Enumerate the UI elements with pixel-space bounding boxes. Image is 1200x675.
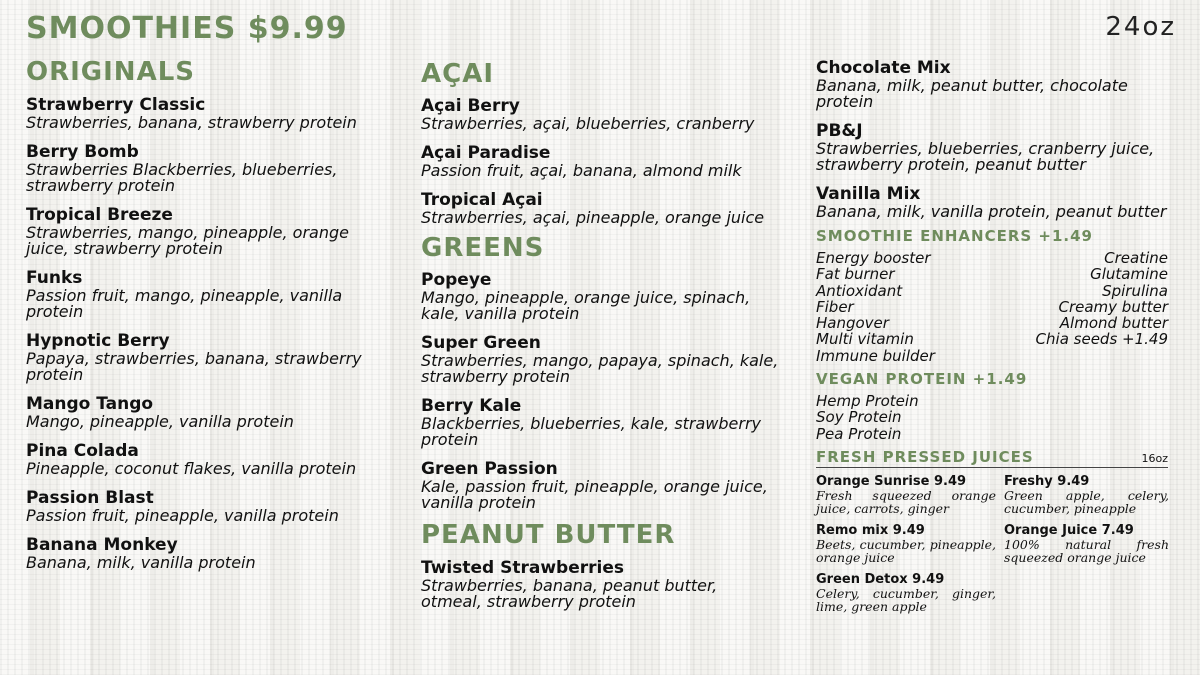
menu-item-description: Mango, pineapple, vanilla protein: [26, 412, 294, 431]
menu-item-name: Passion Blast: [26, 488, 154, 508]
menu-item: [421, 333, 781, 385]
middle-column: [421, 61, 781, 621]
originals-heading: ORIGINALS: [26, 57, 195, 87]
menu-item: [26, 488, 396, 524]
menu-item-name: Chocolate Mix: [816, 58, 951, 78]
enhancer-option: Energy booster: [816, 249, 931, 267]
menu-item-name: Tropical Açai: [421, 190, 543, 210]
menu-item: [1004, 474, 1169, 515]
menu-title: SMOOTHIES $9.99: [26, 11, 348, 46]
menu-item: [816, 572, 996, 613]
menu-item-description: Celery, cucumber, ginger, lime, green apple: [816, 585, 996, 614]
menu-item-name: Tropical Breeze: [26, 205, 173, 225]
menu-item: [421, 96, 781, 132]
menu-item-description: Strawberries, açai, pineapple, orange juice: [421, 208, 765, 227]
juices-list: [816, 474, 1168, 613]
cup-size-label: 24oz: [1105, 12, 1176, 42]
enhancer-option: Chia seeds +1.49: [1035, 330, 1168, 349]
peanut-butter-heading: PEANUT BUTTER: [421, 520, 676, 550]
menu-item-name: Freshy 9.49: [1004, 473, 1090, 489]
menu-item-description: Strawberries, açai, blueberries, cranberry: [421, 114, 755, 133]
vegan-protein-option: Hemp Protein: [816, 392, 919, 411]
menu-item-description: Strawberries, mango, pineapple, orange juice, strawberry protein: [26, 223, 349, 258]
vegan-protein-option: Pea Protein: [816, 424, 902, 443]
enhancer-option: Immune builder: [816, 346, 935, 365]
menu-item: [1004, 523, 1169, 564]
right-column: [816, 58, 1168, 613]
enhancer-option: Multi vitamin: [816, 330, 914, 349]
menu-item-description: Strawberries, blueberries, cranberry juice, strawberry protein, peanut butter: [816, 139, 1155, 174]
juices-header: [816, 447, 1168, 468]
menu-item-description: Beets, cucumber, pineapple, orange juice: [816, 536, 996, 565]
menu-item-name: Pina Colada: [26, 441, 139, 461]
menu-item-name: Açai Paradise: [421, 143, 551, 163]
menu-item-description: 100% natural fresh squeezed orange juice: [1004, 536, 1169, 565]
greens-heading: GREENS: [421, 233, 545, 263]
menu-item-description: Pineapple, coconut flakes, vanilla protein: [26, 459, 357, 478]
menu-item-name: Remo mix 9.49: [816, 522, 925, 538]
menu-item-name: PB&J: [816, 121, 863, 141]
menu-item-name: Banana Monkey: [26, 535, 178, 555]
juices-heading: FRESH PRESSED JUICES: [816, 447, 1034, 466]
menu-item-description: Blackberries, blueberries, kale, strawberry protein: [421, 414, 762, 449]
peanut-butter-list: [421, 558, 781, 610]
vegan-protein-list: [816, 393, 1168, 442]
enhancer-option: Hangover: [816, 314, 889, 333]
menu-item-description: Strawberries, mango, papaya, spinach, kale, strawberry protein: [421, 351, 779, 386]
menu-item-name: Hypnotic Berry: [26, 331, 170, 351]
menu-item: [26, 394, 396, 430]
menu-item: [421, 396, 781, 448]
menu-item: [421, 459, 781, 511]
enhancer-option: Fat burner: [816, 265, 895, 284]
menu-item-description: Kale, passion fruit, pineapple, orange juice, vanilla protein: [421, 477, 768, 512]
menu-item-name: Funks: [26, 268, 83, 288]
enhancer-option: Almond butter: [1059, 314, 1168, 333]
menu-item-name: Orange Sunrise 9.49: [816, 473, 967, 489]
menu-item: [421, 190, 781, 226]
menu-item: [26, 331, 396, 383]
juice-size-label: 16oz: [1141, 451, 1168, 465]
menu-item-name: Açai Berry: [421, 96, 520, 116]
vegan-protein-option: Soy Protein: [816, 408, 902, 427]
menu-item: [26, 142, 396, 194]
menu-item-name: Berry Kale: [421, 396, 522, 416]
originals-list: [26, 95, 396, 571]
enhancer-option: Spirulina: [1102, 281, 1168, 300]
menu-item-description: Passion fruit, pineapple, vanilla protein: [26, 506, 339, 525]
menu-item-description: Strawberries, banana, strawberry protein: [26, 113, 357, 132]
enhancer-option: Glutamine: [1090, 265, 1168, 284]
acai-list: [421, 96, 781, 226]
menu-item-description: Green apple, celery, cucumber, pineapple: [1004, 487, 1169, 516]
menu-item: [816, 184, 1168, 220]
enhancer-option: Creatine: [1104, 249, 1168, 267]
menu-item-description: Banana, milk, peanut butter, chocolate protein: [816, 76, 1128, 111]
menu-item-description: Passion fruit, açai, banana, almond milk: [421, 161, 742, 180]
menu-item-name: Twisted Strawberries: [421, 558, 624, 578]
menu-item-description: Banana, milk, vanilla protein, peanut butter: [816, 202, 1167, 221]
menu-item-name: Super Green: [421, 333, 541, 353]
menu-item: [421, 558, 781, 610]
menu-item: [421, 270, 781, 322]
enhancer-option: Fiber: [816, 297, 854, 316]
menu-item: [26, 441, 396, 477]
menu-item: [26, 95, 396, 131]
menu-item-name: Popeye: [421, 270, 492, 290]
menu-item-name: Orange Juice 7.49: [1004, 522, 1134, 538]
menu-item-description: Fresh squeezed orange juice, carrots, ginger: [816, 487, 996, 516]
originals-column: [26, 59, 396, 582]
menu-item-description: Mango, pineapple, orange juice, spinach, kale, vanilla protein: [421, 288, 751, 323]
menu-item-description: Papaya, strawberries, banana, strawberry protein: [26, 349, 362, 384]
peanut-butter-cont-list: [816, 58, 1168, 220]
menu-item-name: Green Passion: [421, 459, 558, 479]
enhancer-option: Creamy butter: [1058, 297, 1168, 316]
menu-item: [26, 205, 396, 257]
menu-item: [816, 523, 996, 564]
menu-item: [421, 143, 781, 179]
greens-list: [421, 270, 781, 511]
vegan-protein-heading: VEGAN PROTEIN +1.49: [816, 370, 1028, 389]
menu-item-name: Green Detox 9.49: [816, 571, 945, 587]
menu-item-name: Mango Tango: [26, 394, 154, 414]
menu-item-name: Berry Bomb: [26, 142, 139, 162]
enhancers-list: [816, 250, 1168, 364]
menu-item-description: Passion fruit, mango, pineapple, vanilla protein: [26, 286, 343, 321]
menu-item-description: Banana, milk, vanilla protein: [26, 553, 256, 572]
menu-item-name: Strawberry Classic: [26, 95, 206, 115]
menu-item-name: Vanilla Mix: [816, 184, 921, 204]
menu-item: [816, 121, 1168, 173]
acai-heading: AÇAI: [421, 59, 494, 89]
enhancers-heading: SMOOTHIE ENHANCERS +1.49: [816, 227, 1093, 245]
enhancer-option: [992, 348, 1168, 364]
enhancer-option: Antioxidant: [816, 281, 903, 300]
menu-item-description: Strawberries, banana, peanut butter, otmeal, strawberry protein: [421, 576, 718, 611]
menu-item-description: Strawberries Blackberries, blueberries, strawberry protein: [26, 160, 338, 195]
menu-item: [816, 474, 996, 515]
menu-item: [26, 268, 396, 320]
menu-item: [816, 58, 1168, 110]
menu-item: [26, 535, 396, 571]
